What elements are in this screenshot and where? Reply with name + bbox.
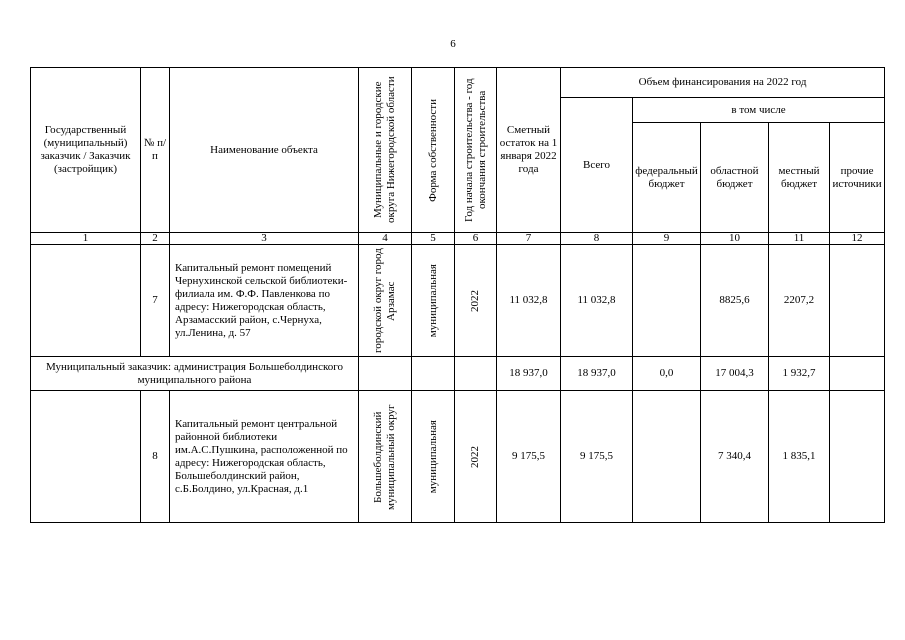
table-row	[31, 391, 885, 523]
customer-cell	[31, 391, 141, 523]
header-estimated-balance: Сметный остаток на 1 января 2022 года	[497, 68, 561, 233]
years-cell	[455, 391, 497, 523]
header-federal: федеральный бюджет	[633, 123, 701, 233]
years-cell	[455, 245, 497, 357]
regional-cell: 7 340,4	[701, 391, 769, 523]
federal-cell: 0,0	[633, 357, 701, 391]
row-number: 7	[141, 245, 170, 357]
header-object-name: Наименование объекта	[170, 68, 359, 233]
district-text: Большеболдинский муниципальный округ	[372, 403, 397, 510]
ownership-cell	[412, 391, 455, 523]
estimated-balance-cell: 9 175,5	[497, 391, 561, 523]
column-number: 4	[359, 233, 412, 245]
regional-cell: 17 004,3	[701, 357, 769, 391]
column-number: 3	[170, 233, 359, 245]
table-row	[31, 245, 885, 357]
years-cell	[455, 357, 497, 391]
years-text: 2022	[469, 289, 481, 312]
column-numbers-row	[31, 233, 885, 245]
header-years	[455, 68, 497, 233]
header-other: прочие источники	[830, 123, 885, 233]
header-total: Всего	[561, 98, 633, 233]
column-number: 2	[141, 233, 170, 245]
column-number: 5	[412, 233, 455, 245]
federal-cell	[633, 391, 701, 523]
header-ownership	[412, 68, 455, 233]
column-number: 11	[769, 233, 830, 245]
ownership-cell	[412, 245, 455, 357]
header-customer: Государственный (муниципальный) заказчик / Заказчик (застройщик)	[31, 68, 141, 233]
header-ownership-text: Форма собственности	[426, 98, 439, 202]
local-cell: 2207,2	[769, 245, 830, 357]
header-district-text: Муниципальные и городские округа Нижегородской области	[372, 76, 397, 224]
column-number: 10	[701, 233, 769, 245]
estimated-balance-cell: 11 032,8	[497, 245, 561, 357]
object-name: Капитальный ремонт центральной районной библиотеки им.А.С.Пушкина, расположенной по адресу: Нижегородская область, Большеболдинский район, с.Б.Болдино, ул.Красная, д.1	[170, 391, 359, 523]
header-number: № п/п	[141, 68, 170, 233]
header-including: в том числе	[633, 98, 885, 123]
other-cell	[830, 245, 885, 357]
district-text: городской округ город Арзамас	[372, 248, 397, 353]
total-cell: 11 032,8	[561, 245, 633, 357]
estimated-balance-cell: 18 937,0	[497, 357, 561, 391]
header-years-text: Год начала строительства - год окончания строительства	[462, 78, 488, 222]
object-name: Капитальный ремонт помещений Чернухинской сельской библиотеки-филиала им. Ф.Ф. Павленкова по адресу: Нижегородская область, Арзамасский район, с.Чернуха, ул.Ленина, д. 57	[170, 245, 359, 357]
column-number: 12	[830, 233, 885, 245]
years-text: 2022	[469, 445, 481, 468]
federal-cell	[633, 245, 701, 357]
header-row-1	[31, 68, 885, 98]
header-financing-volume: Объем финансирования на 2022 год	[561, 68, 885, 98]
header-regional: областной бюджет	[701, 123, 769, 233]
ownership-cell	[412, 357, 455, 391]
ownership-text: муниципальная	[426, 263, 439, 338]
district-cell	[359, 357, 412, 391]
column-number: 1	[31, 233, 141, 245]
page-number: 6	[450, 38, 456, 50]
summary-row	[31, 357, 885, 391]
financing-table	[30, 67, 885, 523]
total-cell: 18 937,0	[561, 357, 633, 391]
other-cell	[830, 391, 885, 523]
other-cell	[830, 357, 885, 391]
column-number: 6	[455, 233, 497, 245]
district-cell	[359, 391, 412, 523]
ownership-text: муниципальная	[426, 419, 439, 494]
column-number: 9	[633, 233, 701, 245]
local-cell: 1 835,1	[769, 391, 830, 523]
local-cell: 1 932,7	[769, 357, 830, 391]
district-cell	[359, 245, 412, 357]
header-district	[359, 68, 412, 233]
header-local: местный бюджет	[769, 123, 830, 233]
total-cell: 9 175,5	[561, 391, 633, 523]
customer-cell	[31, 245, 141, 357]
column-number: 8	[561, 233, 633, 245]
regional-cell: 8825,6	[701, 245, 769, 357]
column-number: 7	[497, 233, 561, 245]
row-number: 8	[141, 391, 170, 523]
summary-label: Муниципальный заказчик: администрация Большеболдинского муниципального района	[31, 357, 359, 391]
